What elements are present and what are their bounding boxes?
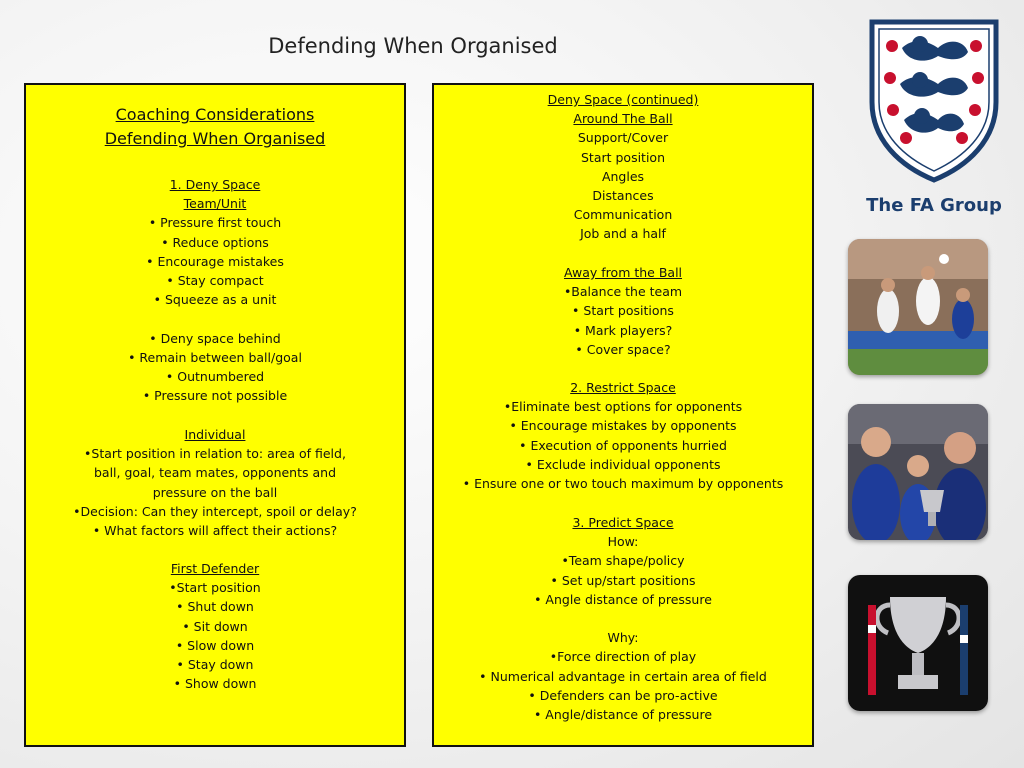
predict-space-section xyxy=(434,513,812,724)
heading-line-1: Coaching Considerations xyxy=(115,105,315,124)
list-item: Communication xyxy=(573,207,673,223)
space-principles-panel xyxy=(432,83,814,747)
list-item: • Ensure one or two touch maximum by opponents xyxy=(462,476,784,492)
away-from-ball-section xyxy=(434,263,812,359)
list-item: Distances xyxy=(592,188,654,204)
list-item: • Angle distance of pressure xyxy=(534,591,712,607)
list-item: • Stay down xyxy=(176,657,254,673)
list-item: •Team shape/policy xyxy=(561,553,685,569)
list-item: • Pressure first touch xyxy=(148,215,282,231)
list-item: •Start position xyxy=(169,580,261,596)
list-item: Job and a half xyxy=(580,226,666,242)
section-subtitle: Team/Unit xyxy=(183,196,247,212)
panel-heading xyxy=(26,103,404,151)
list-item: Start position xyxy=(580,149,666,165)
list-item: • Pressure not possible xyxy=(142,388,288,404)
list-item: • Set up/start positions xyxy=(550,572,696,588)
list-item: •Force direction of play xyxy=(549,649,697,665)
fa-cup-trophy-photo xyxy=(848,575,988,711)
list-item: • Remain between ball/goal xyxy=(128,349,302,365)
section-title: 2. Restrict Space xyxy=(570,380,676,395)
section-title: 3. Predict Space xyxy=(572,515,674,530)
individual-section xyxy=(26,425,404,540)
how-label: How: xyxy=(607,534,639,550)
list-item: • What factors will affect their actions? xyxy=(92,523,338,539)
team-celebration-photo xyxy=(848,404,988,540)
list-item: • Outnumbered xyxy=(165,369,265,385)
list-item: • Stay compact xyxy=(166,273,264,289)
list-item: • Sit down xyxy=(182,618,248,634)
list-item: • Cover space? xyxy=(575,341,671,357)
list-item: •Decision: Can they intercept, spoil or delay? xyxy=(73,503,357,519)
deny-space-section xyxy=(26,175,404,405)
list-item: • Squeeze as a unit xyxy=(153,292,277,308)
list-item: • Deny space behind xyxy=(149,330,281,346)
section-title: 1. Deny Space xyxy=(169,177,261,192)
list-item: • Reduce options xyxy=(161,234,269,250)
list-item: • Encourage mistakes xyxy=(146,253,284,269)
list-item: • Defenders can be pro-active xyxy=(528,687,718,703)
first-defender-section xyxy=(26,559,404,693)
list-item: • Encourage mistakes by opponents xyxy=(509,418,737,434)
slide-title: Defending When Organised xyxy=(268,34,558,58)
list-item: •Balance the team xyxy=(563,284,683,300)
section-subtitle: Around The Ball xyxy=(573,111,673,127)
heading-line-2: Defending When Organised xyxy=(104,129,326,148)
section-title: Deny Space (continued) xyxy=(547,92,699,107)
list-item: •Eliminate best options for opponents xyxy=(503,399,743,415)
why-label: Why: xyxy=(607,630,639,646)
restrict-space-section xyxy=(434,378,812,493)
list-item: • Exclude individual opponents xyxy=(525,456,721,472)
football-match-photo xyxy=(848,239,988,375)
list-item: Angles xyxy=(601,168,645,184)
list-item: • Start positions xyxy=(572,303,674,319)
list-item: • Slow down xyxy=(175,637,255,653)
fa-crest-logo xyxy=(866,18,1002,184)
deny-space-continued-section xyxy=(434,90,812,244)
list-item: • Show down xyxy=(173,676,257,692)
list-item: • Execution of opponents hurried xyxy=(519,437,727,453)
list-item: • Mark players? xyxy=(573,322,673,338)
list-item: •Start position in relation to: area of field, xyxy=(84,446,346,462)
section-title: Individual xyxy=(184,427,246,442)
list-item: • Numerical advantage in certain area of field xyxy=(479,668,767,684)
fa-group-wordmark: The FA Group xyxy=(866,195,1002,216)
section-title: Away from the Ball xyxy=(563,265,683,280)
section-title: First Defender xyxy=(170,561,260,576)
list-item: ball, goal, team mates, opponents and xyxy=(93,465,337,481)
list-item: • Shut down xyxy=(176,599,254,615)
list-item: • Angle/distance of pressure xyxy=(533,707,713,723)
coaching-considerations-panel xyxy=(24,83,406,747)
list-item: pressure on the ball xyxy=(152,484,278,500)
list-item: Support/Cover xyxy=(577,130,669,146)
